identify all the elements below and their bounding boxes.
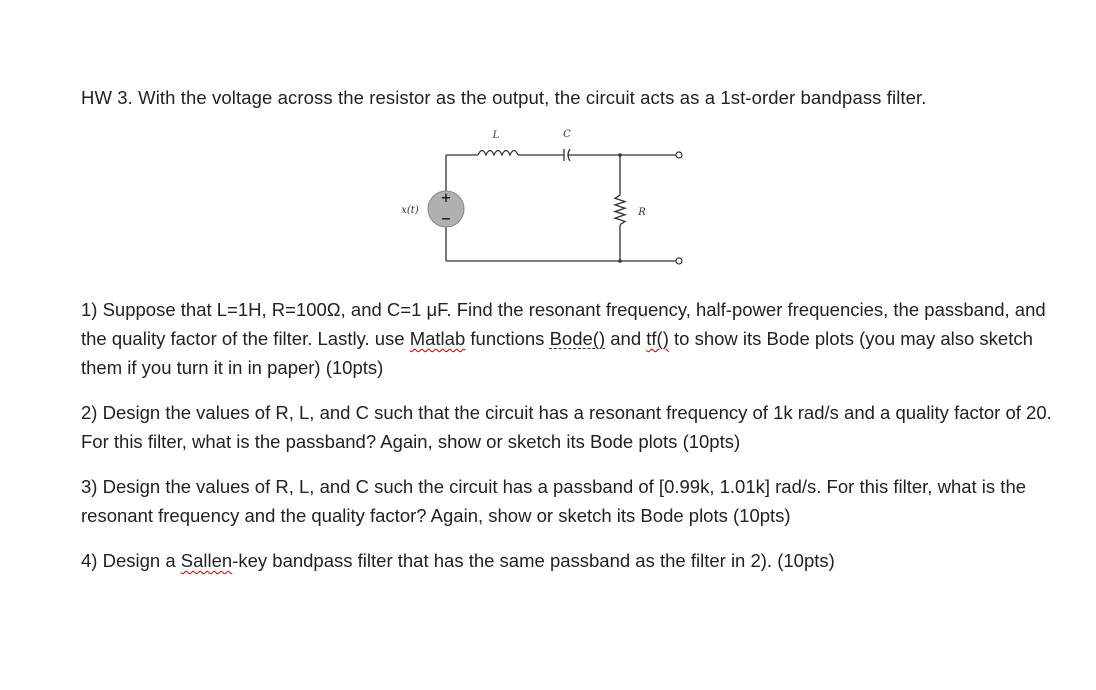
sallen-word: Sallen (180, 550, 233, 571)
resistor-label: R (638, 207, 646, 218)
question-4 (81, 546, 1061, 575)
question-1-text-a: 1) Suppose that L=1H, R=100Ω, and C=1 μF. Find the resonant frequency, half-power frequencies, the passband, and the quality factor of the filter. Lastly. use (81, 299, 1046, 349)
source-label: x(t) (401, 205, 419, 216)
question-1 (81, 295, 1061, 382)
capacitor-label: C (563, 129, 571, 140)
output-terminal-top (676, 152, 682, 158)
question-2: 2) Design the values of R, L, and C such that the circuit has a resonant frequency of 1k rad/s and a quality factor of 20. For this filter, what is the passband? Again, show or sketch its Bode plots (10pts) (81, 402, 1052, 452)
source-plus-sign: + (440, 191, 452, 206)
tf-function: tf() (646, 328, 669, 349)
question-3: 3) Design the values of R, L, and C such the circuit has a passband of [0.99k, 1.01k] rad/s. For this filter, what is the resonant frequency and the quality factor? Again, show or sketch its Bode plots (10pts) (81, 476, 1027, 526)
homework-title: HW 3. With the voltage across the resistor as the output, the circuit acts as a 1st-order bandpass filter. (81, 87, 927, 108)
resistor-symbol (615, 195, 625, 225)
matlab-word: Matlab (409, 328, 466, 349)
inductor-label: L (492, 130, 500, 141)
question-4-text-a: 4) Design a (81, 550, 181, 571)
bode-function: Bode() (549, 328, 606, 349)
question-1-text-d: to show its Bode plots (you may also sketch them if you turn it in in paper) (10pts) (81, 328, 1033, 378)
inductor-symbol (478, 151, 518, 156)
question-1-text-b: functions (465, 328, 550, 349)
question-4-text-b: -key bandpass filter that has the same passband as the filter in 2). (10pts) (232, 550, 835, 571)
source-minus-sign: − (440, 212, 452, 227)
rlc-circuit-diagram (380, 125, 710, 270)
question-1-text-c: and (605, 328, 647, 349)
output-terminal-bottom (676, 258, 682, 264)
